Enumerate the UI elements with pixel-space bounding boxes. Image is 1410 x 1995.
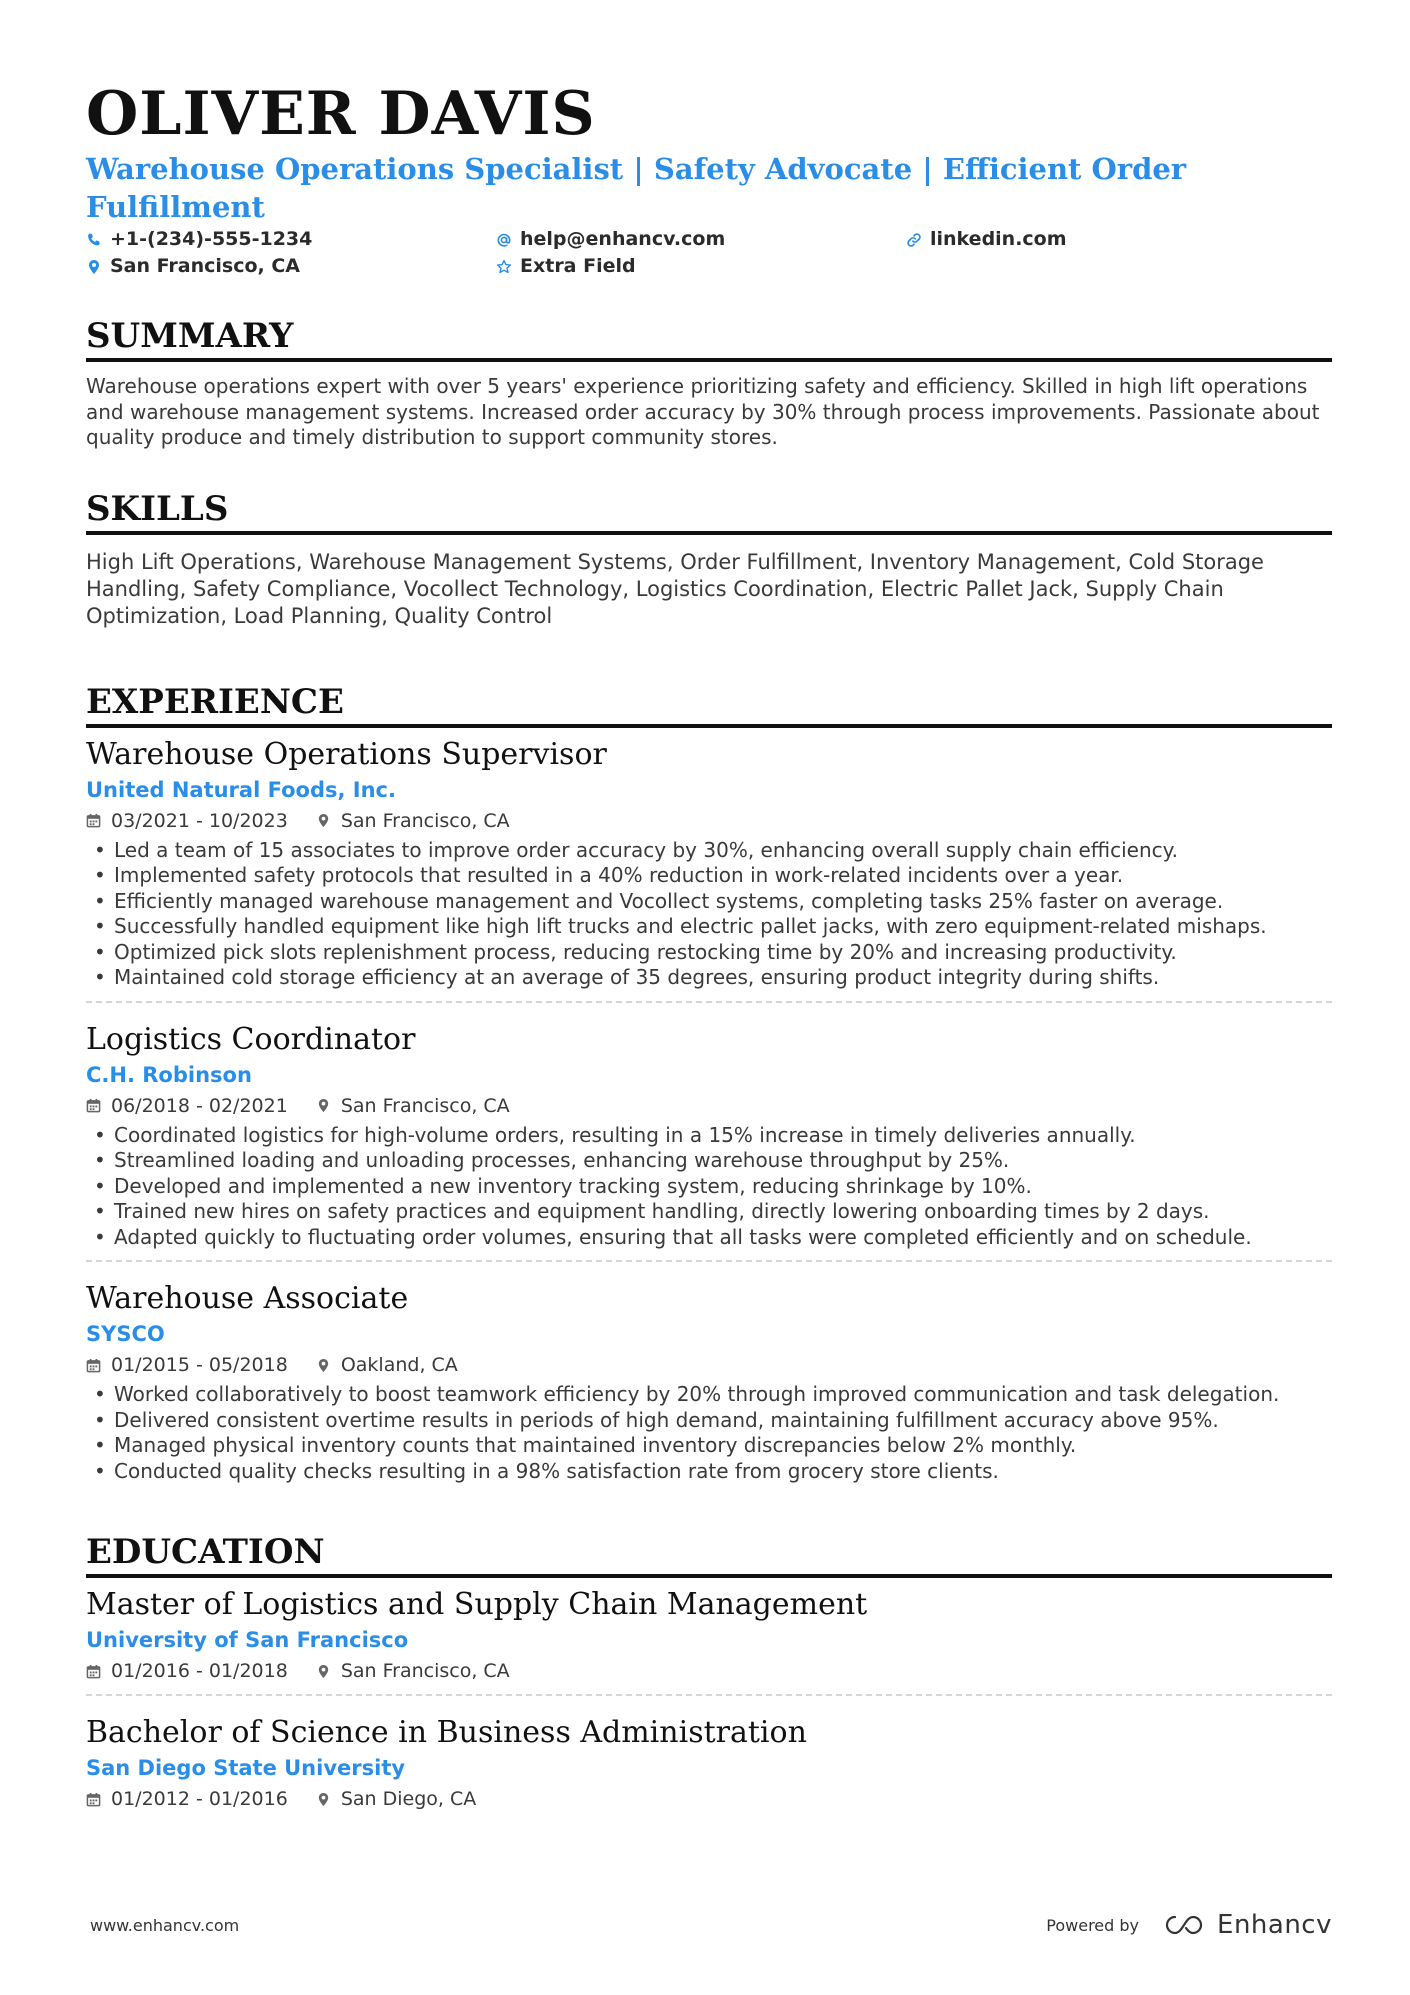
education-entry bbox=[86, 1694, 1332, 1822]
bullet: • Optimized pick slots replenishment process, reducing restocking time by 20% and increasing productivity. bbox=[86, 940, 1332, 966]
summary-title: SUMMARY bbox=[86, 316, 1332, 362]
location-pin-icon bbox=[86, 259, 102, 275]
job-location-text: San Francisco, CA bbox=[340, 1094, 510, 1117]
bullet: • Implemented safety protocols that resulted in a 40% reduction in work-related incidents over a year. bbox=[86, 863, 1332, 889]
school-name[interactable]: San Diego State University bbox=[86, 1756, 406, 1780]
job-location-text: San Francisco, CA bbox=[340, 809, 510, 832]
summary-section bbox=[86, 316, 1332, 451]
contact-info bbox=[86, 228, 1332, 278]
location bbox=[86, 255, 496, 278]
education-meta bbox=[86, 1658, 1332, 1684]
bullet: • Conducted quality checks resulting in a 98% satisfaction rate from grocery store clients. bbox=[86, 1459, 1332, 1485]
education-location-text: San Diego, CA bbox=[340, 1788, 477, 1810]
education-dates: 01/2012 - 01/2016 bbox=[111, 1788, 288, 1810]
phone-icon bbox=[86, 232, 102, 248]
education-location bbox=[316, 1786, 476, 1812]
job-entry bbox=[86, 1001, 1332, 1261]
company-name[interactable]: SYSCO bbox=[86, 1322, 165, 1346]
job-location bbox=[316, 808, 510, 834]
experience-title: EXPERIENCE bbox=[86, 682, 1332, 728]
at-icon bbox=[496, 232, 512, 248]
bullet: • Trained new hires on safety practices and equipment handling, directly lowering onboarding times by 2 days. bbox=[86, 1199, 1332, 1225]
location-pin-icon bbox=[316, 1358, 331, 1373]
bullet: • Streamlined loading and unloading processes, enhancing warehouse throughput by 25%. bbox=[86, 1148, 1332, 1174]
job-meta bbox=[86, 1352, 1332, 1378]
job-entry bbox=[86, 736, 1332, 1001]
location-pin-icon bbox=[316, 1792, 331, 1807]
education-location bbox=[316, 1658, 510, 1684]
enhancv-logo-icon bbox=[1163, 1913, 1209, 1937]
phone[interactable] bbox=[86, 228, 496, 251]
company-name[interactable]: United Natural Foods, Inc. bbox=[86, 777, 396, 802]
star-icon bbox=[496, 259, 512, 275]
experience-section bbox=[86, 682, 1332, 1495]
email[interactable] bbox=[496, 228, 906, 251]
skills-section bbox=[86, 489, 1332, 630]
link-icon bbox=[906, 232, 922, 248]
job-title: Warehouse Associate bbox=[86, 1281, 409, 1316]
calendar-icon bbox=[86, 1098, 101, 1113]
powered-by bbox=[1046, 1910, 1332, 1940]
bullet: • Adapted quickly to fluctuating order volumes, ensuring that all tasks were completed efficiently and on schedule. bbox=[86, 1225, 1332, 1251]
linkedin-text: linkedin.com bbox=[930, 228, 1067, 250]
skills-title: SKILLS bbox=[86, 489, 1332, 535]
job-meta bbox=[86, 808, 1332, 834]
calendar-icon bbox=[86, 813, 101, 828]
bullet: • Delivered consistent overtime results in periods of high demand, maintaining fulfillment accuracy above 95%. bbox=[86, 1408, 1332, 1434]
resume-page bbox=[86, 78, 1332, 1822]
candidate-name: OLIVER DAVIS bbox=[86, 79, 596, 149]
powered-by-label: Powered by bbox=[1046, 1915, 1140, 1935]
job-location bbox=[316, 1093, 510, 1119]
bullet: • Coordinated logistics for high-volume orders, resulting in a 15% increase in timely deliveries annually. bbox=[86, 1123, 1332, 1149]
location-pin-icon bbox=[316, 813, 331, 828]
job-meta bbox=[86, 1093, 1332, 1119]
job-entry bbox=[86, 1260, 1332, 1494]
summary-text: Warehouse operations expert with over 5 years' experience prioritizing safety and efficiency. Skilled in high lift operations and warehouse management systems. Increased order accuracy by 30% through process improvements. Passionate about quality produce and timely distribution to support community stores. bbox=[86, 374, 1320, 449]
linkedin[interactable] bbox=[906, 228, 1326, 251]
education-dates: 01/2016 - 01/2018 bbox=[111, 1660, 288, 1682]
headline: Warehouse Operations Specialist | Safety Advocate | Efficient Order Fulfillment bbox=[86, 152, 1187, 224]
bullet: • Worked collaboratively to boost teamwork efficiency by 20% through improved communication and task delegation. bbox=[86, 1382, 1332, 1408]
bullet: • Developed and implemented a new inventory tracking system, reducing shrinkage by 10%. bbox=[86, 1174, 1332, 1200]
footer-url[interactable]: www.enhancv.com bbox=[90, 1915, 240, 1935]
enhancv-logo-text: Enhancv bbox=[1217, 1910, 1332, 1940]
skills-text: High Lift Operations, Warehouse Management Systems, Order Fulfillment, Inventory Management, Cold Storage Handling, Safety Compliance, Vocollect Technology, Logistics Coordination, Electric Pallet Jack, Supply Chain Optimization, Load Planning, Quality Control bbox=[86, 549, 1264, 628]
bullet: • Successfully handled equipment like high lift trucks and electric pallet jacks, with zero equipment-related mishaps. bbox=[86, 914, 1332, 940]
education-meta bbox=[86, 1786, 1332, 1812]
job-dates: 06/2018 - 02/2021 bbox=[111, 1094, 288, 1117]
job-location-text: Oakland, CA bbox=[340, 1354, 458, 1376]
calendar-icon bbox=[86, 1792, 101, 1807]
school-name[interactable]: University of San Francisco bbox=[86, 1628, 409, 1652]
footer bbox=[90, 1910, 1332, 1940]
degree: Bachelor of Science in Business Administration bbox=[86, 1715, 807, 1750]
job-title: Logistics Coordinator bbox=[86, 1021, 416, 1057]
calendar-icon bbox=[86, 1664, 101, 1679]
bullet: • Led a team of 15 associates to improve order accuracy by 30%, enhancing overall supply chain efficiency. bbox=[86, 838, 1332, 864]
email-text: help@enhancv.com bbox=[520, 228, 726, 250]
degree: Master of Logistics and Supply Chain Management bbox=[86, 1587, 868, 1622]
education-title: EDUCATION bbox=[86, 1532, 1332, 1578]
education-section bbox=[86, 1532, 1332, 1822]
extra-field-text: Extra Field bbox=[520, 255, 636, 277]
location-pin-icon bbox=[316, 1664, 331, 1679]
job-bullets bbox=[86, 1123, 1332, 1251]
job-dates: 01/2015 - 05/2018 bbox=[111, 1354, 288, 1376]
education-entry bbox=[86, 1586, 1332, 1694]
bullet: • Managed physical inventory counts that maintained inventory discrepancies below 2% monthly. bbox=[86, 1433, 1332, 1459]
location-pin-icon bbox=[316, 1098, 331, 1113]
calendar-icon bbox=[86, 1358, 101, 1373]
job-title: Warehouse Operations Supervisor bbox=[86, 736, 607, 772]
extra-field bbox=[496, 255, 906, 278]
location-text: San Francisco, CA bbox=[110, 255, 301, 277]
job-bullets bbox=[86, 838, 1332, 991]
bullet: • Efficiently managed warehouse management and Vocollect systems, completing tasks 25% faster on average. bbox=[86, 889, 1332, 915]
enhancv-logo[interactable] bbox=[1163, 1910, 1332, 1940]
education-location-text: San Francisco, CA bbox=[340, 1660, 510, 1682]
phone-text: +1-(234)-555-1234 bbox=[110, 228, 313, 250]
bullet: • Maintained cold storage efficiency at an average of 35 degrees, ensuring product integrity during shifts. bbox=[86, 965, 1332, 991]
job-location bbox=[316, 1352, 458, 1378]
company-name[interactable]: C.H. Robinson bbox=[86, 1062, 252, 1087]
job-dates: 03/2021 - 10/2023 bbox=[111, 809, 288, 832]
job-bullets bbox=[86, 1382, 1332, 1484]
